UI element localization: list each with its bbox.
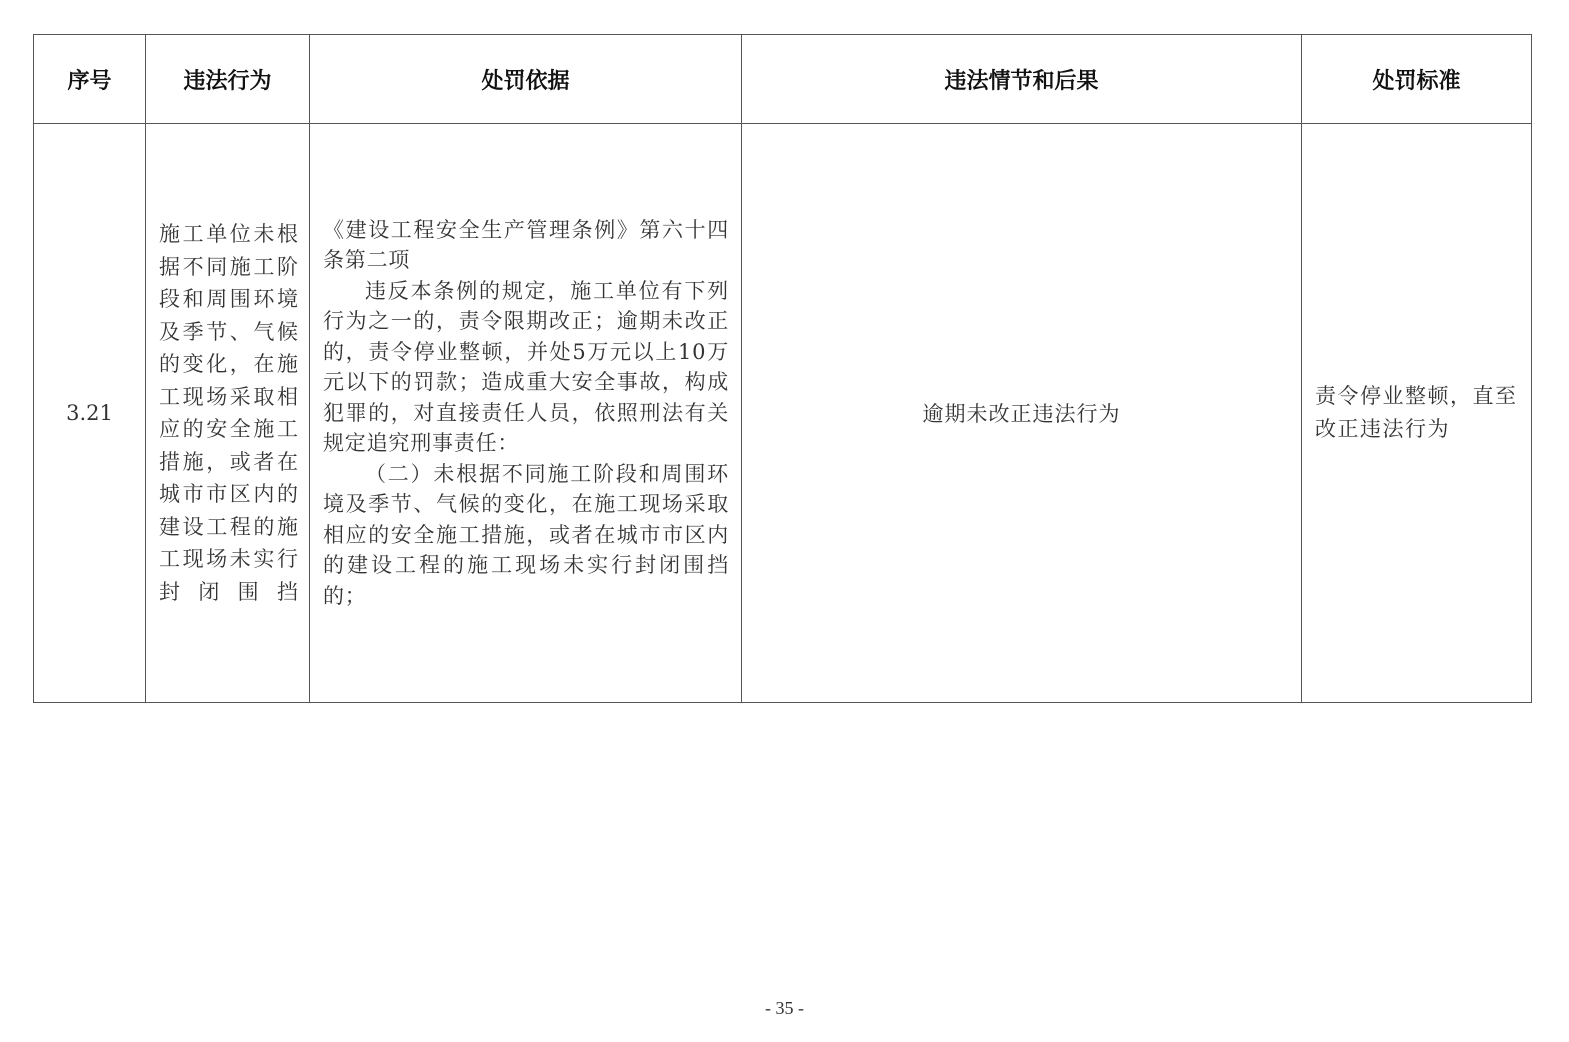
header-basis: 处罚依据 <box>310 35 742 124</box>
row-standard-text: 责令停业整顿，直至改正违法行为 <box>1315 384 1518 441</box>
header-index: 序号 <box>34 35 146 124</box>
row-standard-cell <box>1302 124 1532 703</box>
row-index: 3.21 <box>34 124 146 703</box>
table-row <box>34 124 1532 703</box>
row-basis-paragraph-2: （二）未根据不同施工阶段和周围环境及季节、气候的变化，在施工现场采取相应的安全施工措施，或者在城市市区内的建设工程的施工现场未实行封闭围挡的； <box>323 461 729 608</box>
penalty-table <box>33 34 1532 703</box>
row-behavior-cell <box>146 124 310 703</box>
header-behavior: 违法行为 <box>146 35 310 124</box>
header-standard: 处罚标准 <box>1302 35 1532 124</box>
table-header-row <box>34 35 1532 124</box>
page-number: - 35 - <box>765 998 804 1018</box>
row-basis-cell <box>310 124 742 703</box>
row-behavior-text: 施工单位未根据不同施工阶段和周围环境及季节、气候的变化，在施工现场采取相应的安全施工措施，或者在城市市区内的建设工程的施工现场未实行封闭围挡 <box>159 222 299 604</box>
row-basis-paragraph-1: 违反本条例的规定，施工单位有下列行为之一的，责令限期改正；逾期未改正的，责令停业整顿，并处5万元以上10万元以下的罚款；造成重大安全事故，构成犯罪的，对直接责任人员，依照刑法有关规定追究刑事责任： <box>323 278 729 456</box>
row-consequence: 逾期未改正违法行为 <box>742 124 1302 703</box>
row-basis-title: 《建设工程安全生产管理条例》第六十四条第二项 <box>323 217 729 273</box>
header-consequence: 违法情节和后果 <box>742 35 1302 124</box>
